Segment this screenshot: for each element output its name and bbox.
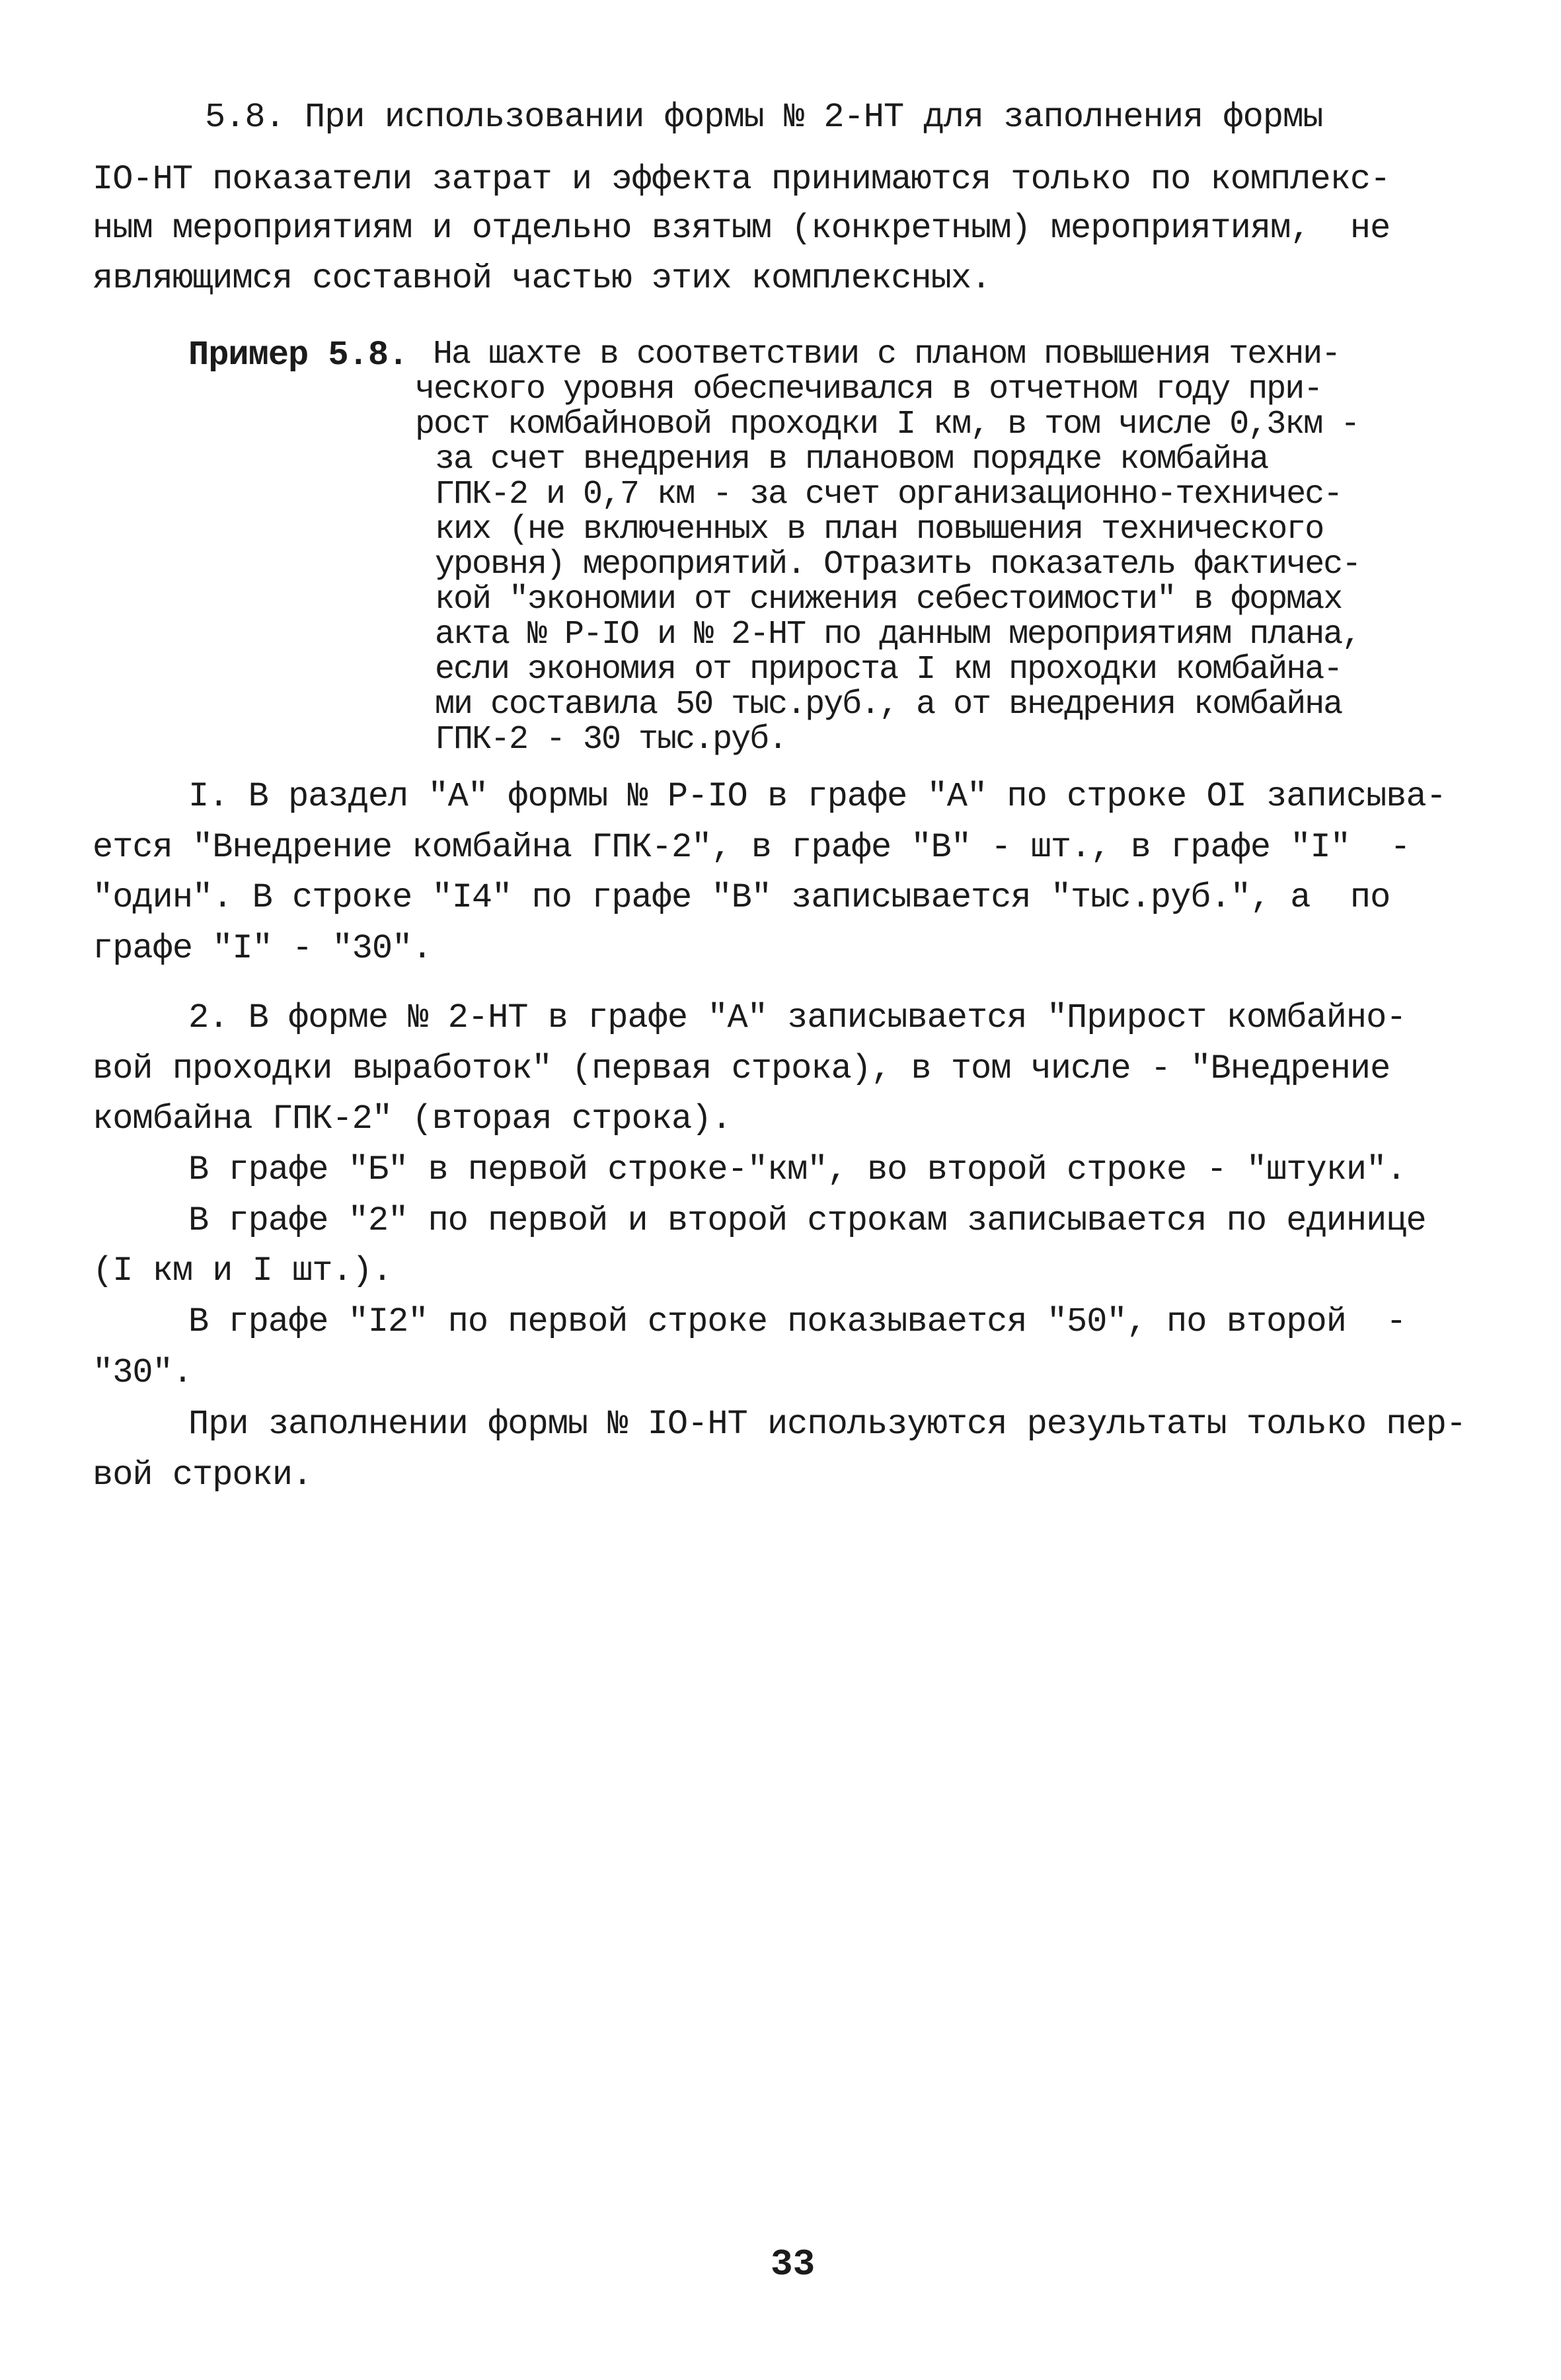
text-line: 2. В форме № 2-НТ в графе "А" записывается "Прирост комбайно- [188, 998, 1406, 1037]
example-line: ГПК-2 и 0,7 км - за счет организационно-техничес- [435, 476, 1342, 513]
example-line: ГПК-2 - 30 тыс.руб. [435, 721, 787, 759]
example-line: ми составила 50 тыс.руб., а от внедрения комбайна [435, 686, 1342, 724]
example-line: акта № Р-IO и № 2-НТ по данным мероприятиям плана, [435, 616, 1361, 653]
example-line: кой "экономии от снижения себестоимости" в формах [435, 581, 1342, 618]
page-number: 33 [771, 2243, 816, 2286]
text-line: ется "Внедрение комбайна ГПК-2", в графе "В" - шт., в графе "I" - [93, 828, 1410, 867]
example-line: за счет внедрения в плановом порядке комбайна [435, 441, 1268, 478]
example-line: ких (не включенных в план повышения технического [435, 511, 1324, 548]
example-line: уровня) мероприятий. Отразить показатель фактичес- [435, 546, 1361, 583]
text-line: "30". [93, 1353, 193, 1392]
text-line: IO-НТ показатели затрат и эффекта принимаются только по комплекс- [93, 160, 1390, 199]
text-line: вой строки. [93, 1456, 313, 1495]
text-line: I. В раздел "А" формы № Р-IO в графе "А" по строке OI записыва- [188, 777, 1446, 816]
text-line: 5.8. При использовании формы № 2-НТ для заполнения формы [205, 98, 1323, 137]
text-line: вой проходки выработок" (первая строка), в том числе - "Внедрение [93, 1049, 1390, 1088]
example-line: рост комбайновой проходки I км, в том числе 0,3км - [415, 406, 1359, 443]
text-line: При заполнении формы № IO-НТ используются результаты только пер- [188, 1405, 1466, 1444]
text-line: (I км и I шт.). [93, 1251, 393, 1290]
text-line: В графе "I2" по первой строке показывается "50", по второй - [188, 1302, 1406, 1341]
text-line: В графе "Б" в первой строке-"км", во второй строке - "штуки". [188, 1150, 1406, 1189]
text-line: ным мероприятиям и отдельно взятым (конкретным) мероприятиям, не [93, 209, 1390, 248]
text-line: В графе "2" по первой и второй строкам записывается по единице [188, 1201, 1426, 1240]
text-line: являющимся составной частью этих комплексных. [93, 259, 991, 298]
example-line: если экономия от прироста I км проходки комбайна- [435, 651, 1342, 688]
text-line: "один". В строке "I4" по графе "В" записывается "тыс.руб.", а по [93, 878, 1390, 917]
text-line: комбайна ГПК-2" (вторая строка). [93, 1099, 732, 1138]
example-line: На шахте в соответствии с планом повышения техни- [433, 336, 1340, 373]
example-line: ческого уровня обеспечивался в отчетном году при- [415, 371, 1322, 408]
example-label: Пример 5.8. [188, 336, 408, 375]
text-line: графе "I" - "30". [93, 929, 432, 968]
